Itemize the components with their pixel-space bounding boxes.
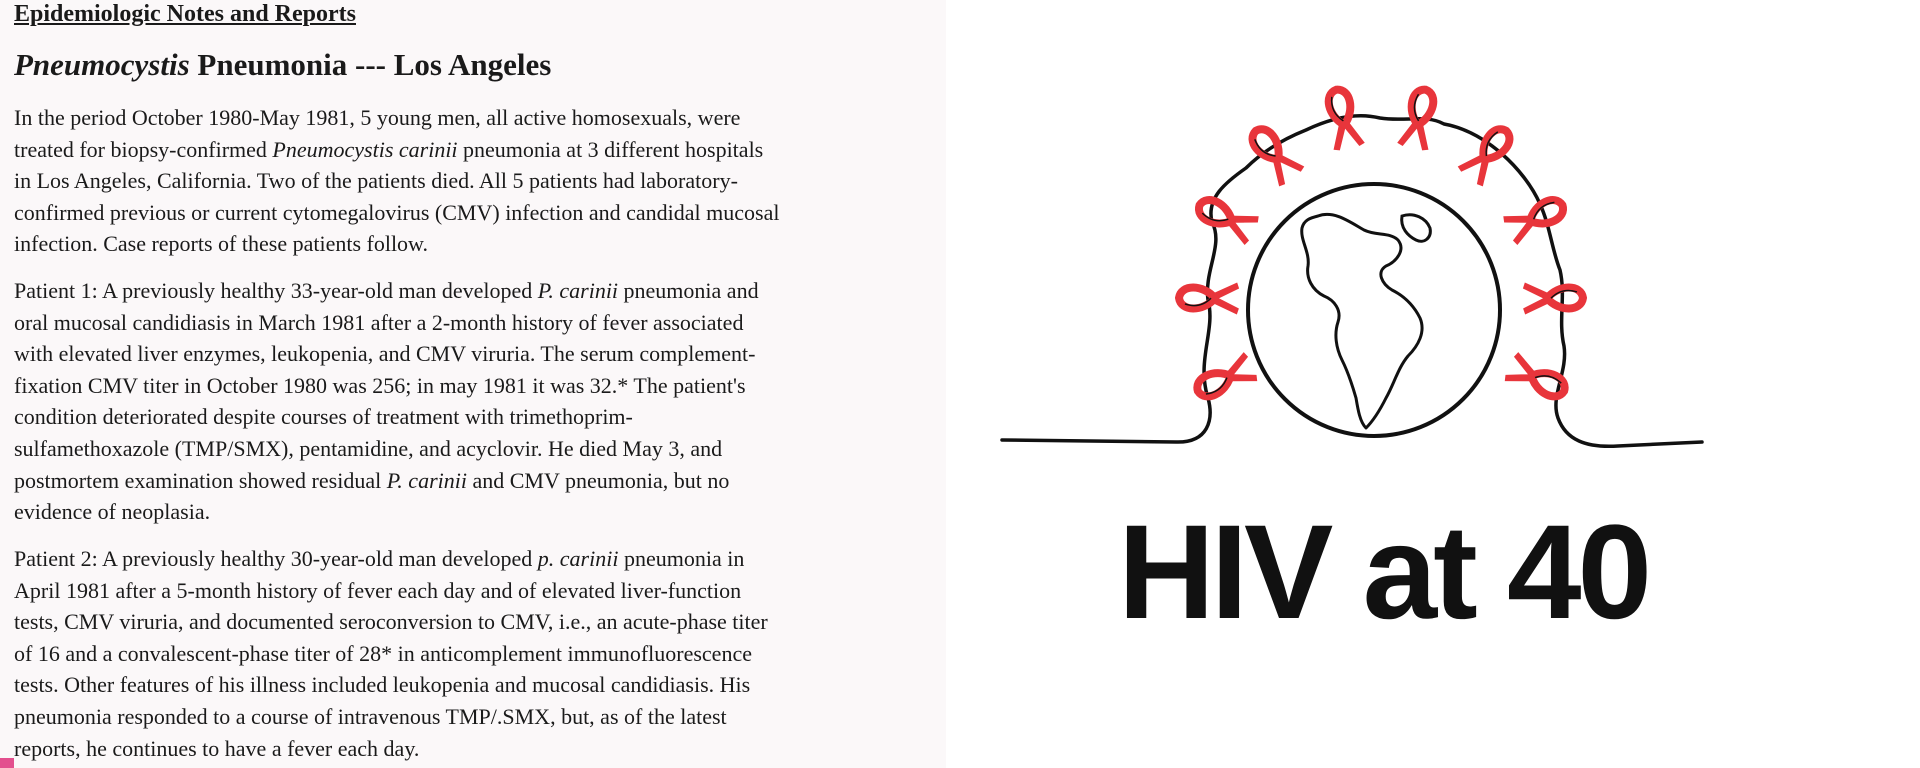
text-run: with elevated liver enzymes, leukopenia, and CMV viruria. The serum complement-	[14, 341, 756, 367]
text-line	[14, 606, 944, 638]
red-ribbon-icon	[1503, 351, 1571, 405]
text-run: In the period October 1980-May 1981, 5 young men, all active homosexuals, were	[14, 105, 741, 130]
text-run: postmortem examination showed residual	[14, 467, 387, 493]
text-run: condition deteriorated despite courses of treatment with trimethoprim-	[14, 404, 633, 430]
text-run: April 1981 after a 5-month history of fever each day and of elevated liver-function	[14, 577, 742, 603]
italic-term: Pneumocystis carinii	[272, 136, 458, 162]
article-title-rest: Pneumonia --- Los Angeles	[189, 47, 552, 82]
horizon-line	[1002, 116, 1702, 447]
text-line	[14, 228, 944, 260]
text-line	[14, 496, 944, 528]
text-run: of 16 and a convalescent-phase titer of 28* in anticomplement immunofluorescence	[14, 640, 752, 666]
ribbon-ring	[1179, 86, 1583, 405]
scan-edge-mark	[0, 758, 14, 768]
text-line	[14, 134, 944, 166]
italic-term: P. carinii	[537, 278, 619, 303]
text-line	[14, 165, 944, 197]
text-run: sulfamethoxazole (TMP/SMX), pentamidine, and acyclovir. He died May 3, and	[14, 435, 723, 461]
continents-outline	[1302, 214, 1422, 428]
paragraph-patient-1	[14, 275, 944, 528]
text-run: reports, he continues to have a fever each day.	[14, 735, 420, 761]
text-line	[14, 543, 944, 575]
text-line	[14, 338, 944, 370]
article-title	[14, 47, 551, 83]
paragraph-intro	[14, 102, 944, 260]
text-run: evidence of neoplasia.	[14, 499, 211, 525]
logo-text: HIV at 40	[1118, 498, 1649, 647]
section-label: Epidemiologic Notes and Reports	[14, 1, 356, 27]
text-run: tests. Other features of his illness included leukopenia and mucosal candidiasis. His	[14, 672, 751, 698]
text-line	[14, 701, 944, 733]
text-run: pneumonia responded to a course of intravenous TMP/.SMX, but, as of the latest	[14, 703, 727, 729]
text-line	[14, 102, 944, 134]
text-run: treated for biopsy-confirmed	[14, 136, 273, 162]
text-line	[14, 197, 944, 229]
hiv-at-40-logo	[946, 0, 1920, 768]
globe-outline	[1248, 184, 1500, 436]
text-run: oral mucosal candidiasis in March 1981 after a 2-month history of fever associated	[14, 309, 744, 335]
text-line	[14, 575, 944, 607]
text-line	[14, 465, 944, 497]
text-run: pneumonia and	[618, 278, 759, 303]
text-line	[14, 733, 944, 765]
mmwr-article-scan	[0, 0, 946, 768]
red-ribbon-icon	[1502, 191, 1570, 246]
text-line	[14, 638, 944, 670]
text-run: and CMV pneumonia, but no	[466, 467, 730, 493]
italic-term: P. carinii	[386, 467, 467, 493]
text-line	[14, 433, 944, 465]
text-run: pneumonia at 3 different hospitals	[457, 136, 764, 162]
text-run: infection. Case reports of these patients follow.	[14, 231, 429, 257]
text-line	[14, 307, 944, 339]
text-line	[14, 669, 944, 701]
continents-detail	[1402, 215, 1431, 242]
text-run: in Los Angeles, California. Two of the patients died. All 5 patients had laboratory-	[14, 168, 738, 194]
paragraph-patient-2	[14, 543, 944, 764]
text-line	[14, 275, 944, 307]
text-line	[14, 370, 944, 402]
italic-term: p. carinii	[537, 546, 619, 571]
red-ribbon-icon	[1523, 282, 1583, 315]
red-ribbon-icon	[1193, 191, 1261, 246]
text-line	[14, 401, 944, 433]
text-run: tests, CMV viruria, and documented seroconversion to CMV, i.e., an acute-phase titer	[14, 609, 768, 635]
text-run: Patient 1: A previously healthy 33-year-old man developed	[14, 278, 538, 303]
text-run: fixation CMV titer in October 1980 was 256; in may 1981 it was 32.* The patient's	[14, 372, 746, 398]
text-run: pneumonia in	[618, 546, 745, 571]
red-ribbon-icon	[1243, 121, 1305, 188]
red-ribbon-icon	[1191, 351, 1259, 405]
text-run: confirmed previous or current cytomegalovirus (CMV) infection and candidal mucosal	[14, 199, 780, 225]
text-run: Patient 2: A previously healthy 30-year-old man developed	[14, 546, 538, 571]
article-title-italic: Pneumocystis	[14, 47, 190, 82]
globe-ribbon-emblem	[946, 0, 1920, 500]
